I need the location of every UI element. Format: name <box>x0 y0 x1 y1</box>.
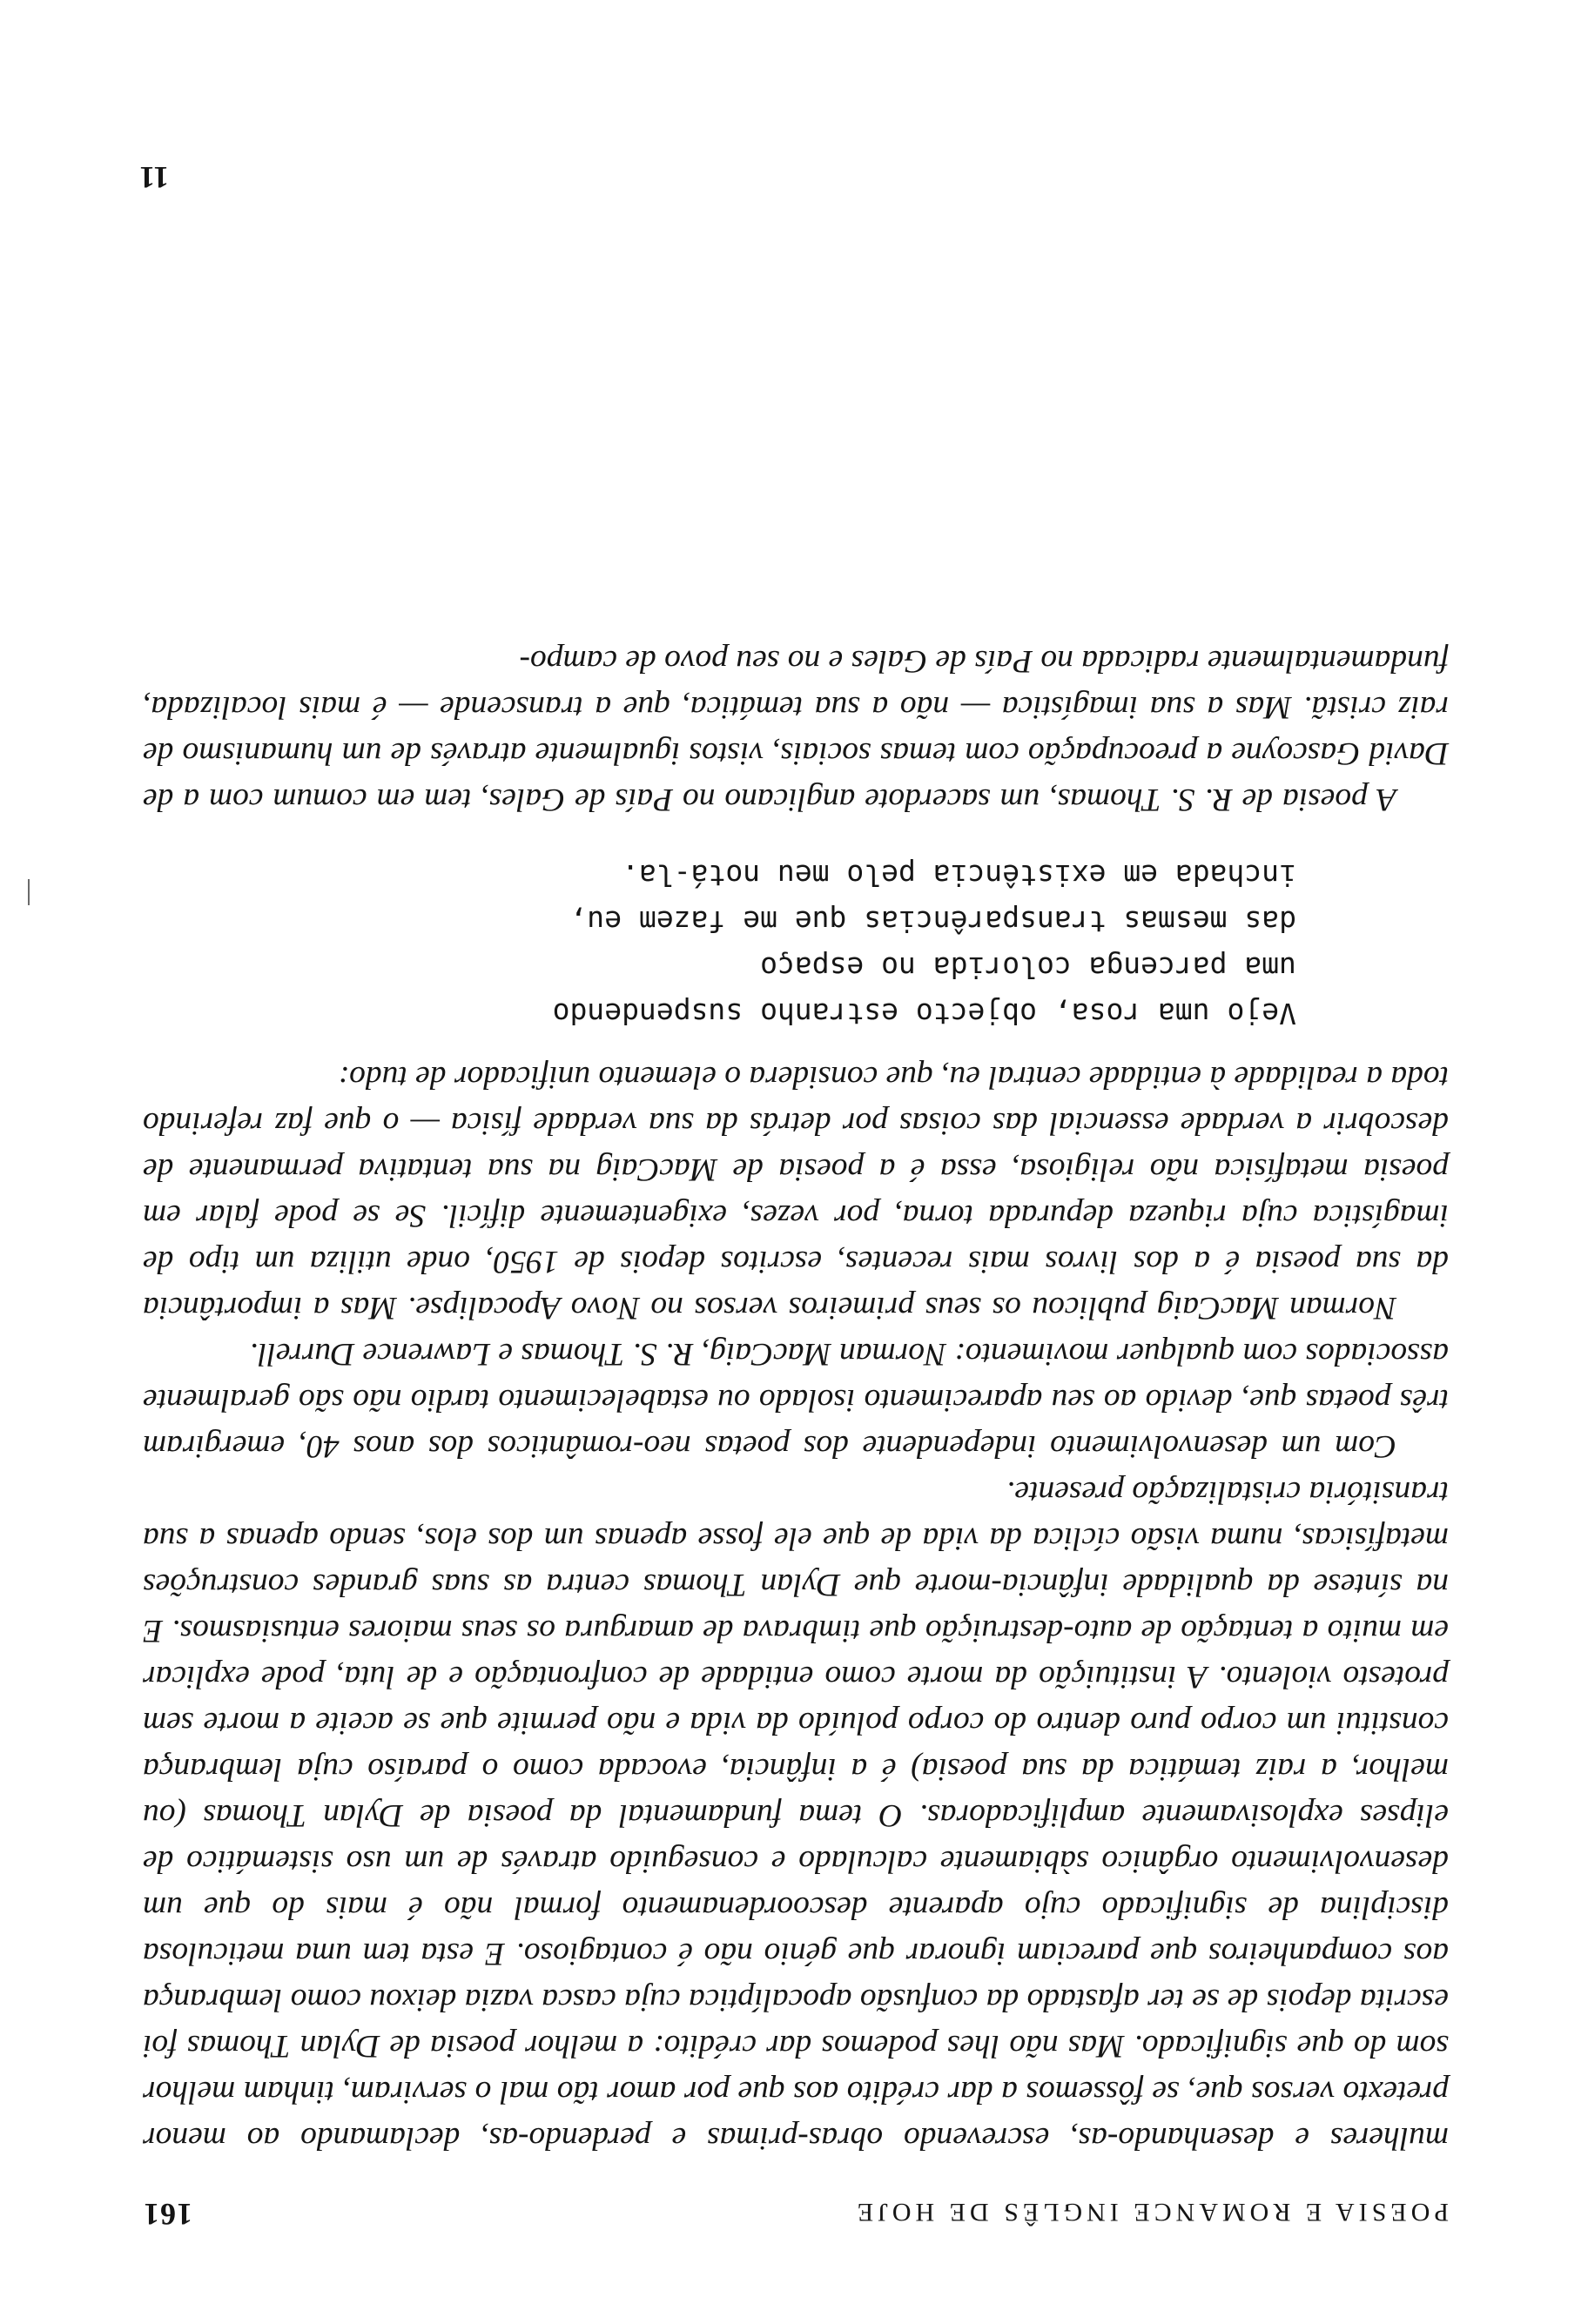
margin-tick <box>28 879 30 905</box>
poem-line: inchada em existência pelo meu notá-la. <box>622 858 1296 892</box>
running-title: POESIA E ROMANCE INGLÊS DE HOJE <box>852 2198 1449 2227</box>
paragraph-three-poets: Com um desenvolvimento independente dos poetas neo-românticos dos anos 40, emergiram três poetas que, devido ao seu aparecimento isolado ou estabelecimento tardio não são geralmente associados com qualquer movimento: Norman MacCaig, R. S. Thomas e Lawrence Durrell. <box>143 1336 1449 1464</box>
poem-line: das mesmas transparências que me fazem eu, <box>569 904 1296 938</box>
page-content <box>143 638 1449 2237</box>
running-header <box>143 2189 1449 2237</box>
poem-line: uma parcenga colorida no espaço <box>760 950 1296 984</box>
paragraph-dylan-thomas: mulheres e desenhando-as, escrevendo obras-primas e perdendo-as, declamando ao menor pretexto versos que, se fôssemos a dar crédito aos que por amor tão mal o serviram, tinham melhor som do que significado. Mas não lhes podemos dar crédito: a melhor poesia de Dylan Thomas foi escrita depois de se ter afastado da confusão apocalíptica cuja casca vazia deixou como lembrança aos companheiros que pareciam ignorar que génio não é contagioso. E esta tem uma meticulosa disciplina de significado cujo aparente descoordenamento formal não é mais do que um desenvolvimento orgânico sàbiamente calculado e conseguido através de um uso sistemático de elipses explosivamente amplificadoras. O tema fundamental da poesia de Dylan Thomas (ou melhor, a raiz temática da sua poesia) é a infância, evocada como o paraíso cuja lembrança constitui um corpo puro dentro do corpo poluído da vida e não permite que se aceite a morte sem protesto violento. A instituição da morte como entidade de confrontação e de luta, pode explicar em muito a tentação de auto-destruição que timbrava de amargura os seus maiores entusiasmos. E na síntese da qualidade infância-morte que Dylan Thomas centra as suas grandes construções metafísicas, numa visão cíclica da vida de que ele fosse apenas um dos elos, sendo apenas a sua transitória cristalização presente. <box>143 1474 1449 2156</box>
page-number: 161 <box>143 2197 192 2232</box>
poem-quotation <box>143 852 1296 1037</box>
paragraph-maccaig: Norman MacCaig publicou os seus primeiros versos no Novo Apocalipse. Mas a importância da sua poesia é a dos livros mais recentes, escritos depois de 1950, onde utiliza um tipo de imagística cuja riqueza depurada torna, por vezes, exigentemente difícil. Se se pode falar em poesia metafísica não religiosa, essa é a poesia de MacCaig na sua tentativa permanente de descobrir a verdade essencial das coisas por detrás da sua verdade física — o que faz referindo toda a realidade à entidade central eu, que considera o elemento unificador de tudo: <box>143 1059 1449 1326</box>
paragraph-rs-thomas: A poesia de R. S. Thomas, um sacerdote anglicano no País de Gales, tem em comum com a de David Gascoyne a preocupação com temas sociais, vistos igualmente através de um humanismo de raiz cristã. Mas a sua imagística — não a sua temática, que a transcende — é mais localizada, fundamentalmente radicada no País de Gales e no seu povo de campo- <box>143 643 1449 817</box>
signature-mark: 11 <box>138 160 169 195</box>
poem-line: Vejo uma rosa, objecto estranho suspendendo <box>552 997 1296 1031</box>
